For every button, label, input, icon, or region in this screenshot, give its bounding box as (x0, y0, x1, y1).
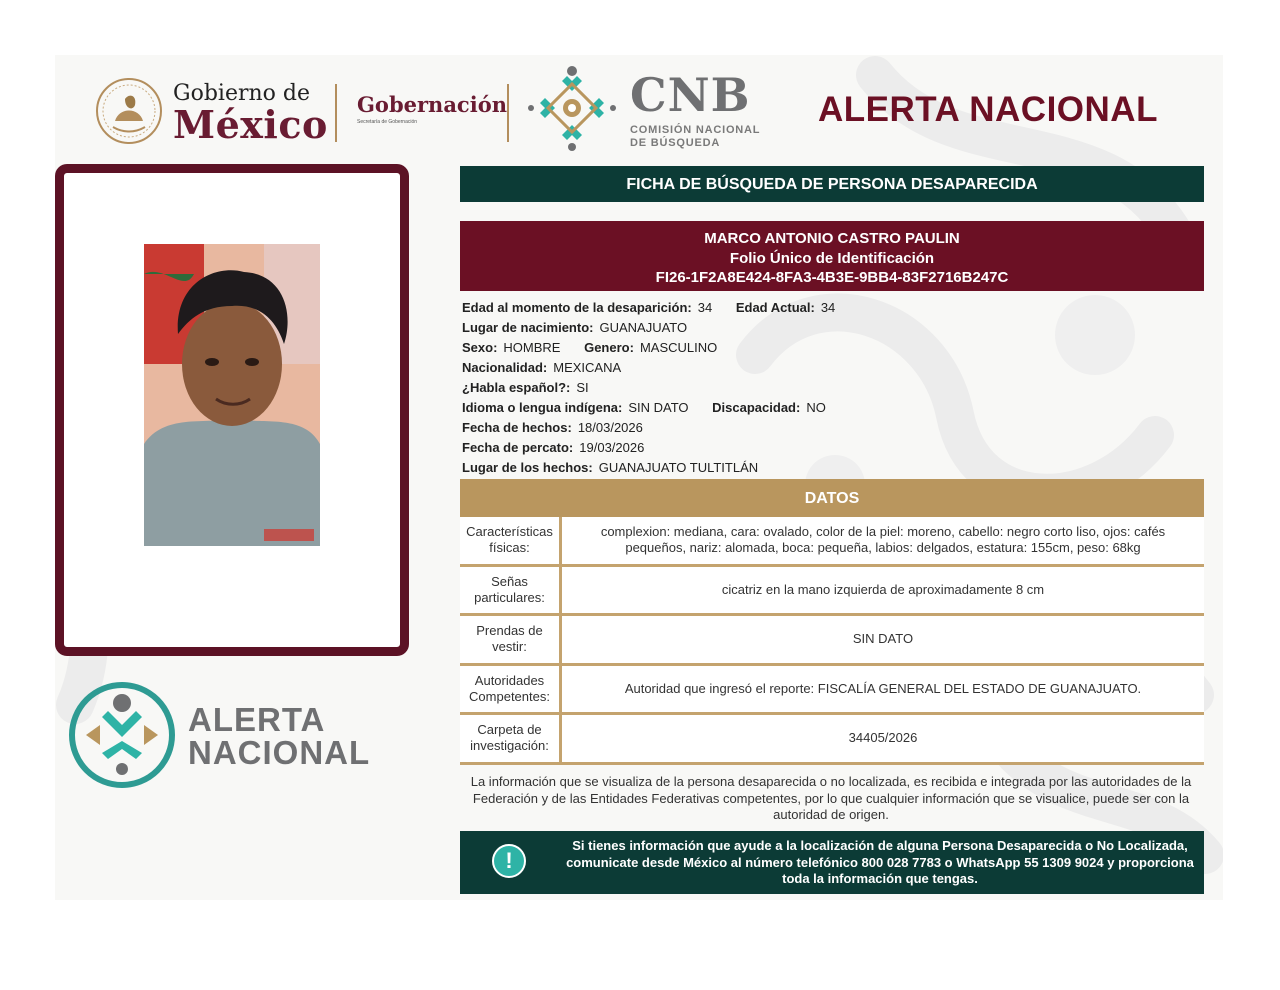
gobernacion-logo (357, 92, 507, 125)
alerta-word: ALERTA (188, 701, 326, 738)
lugar-nacimiento-value: GUANAJUATO (599, 320, 688, 335)
sexo-label: Sexo: (462, 340, 498, 355)
datos-table (460, 517, 1204, 765)
sexo-value: HOMBRE (503, 340, 561, 355)
person-info (462, 298, 835, 478)
contact-text: Si tienes información que ayude a la localización de alguna Persona Desaparecida o No Localizada, comunicate desde México al número telefónico 800 028 7783 o WhatsApp 55 1309 9024 y proporciona toda la información que tengas. (566, 838, 1194, 886)
info-row (462, 378, 835, 398)
row-value: complexion: mediana, cara: ovalado, color de la piel: moreno, cabello: negro corto liso, ojos: cafés pequeños, nariz: alomada, boca: pequeña, labios: delgados, estatura: 155cm, peso: 68kg (600, 524, 1166, 556)
info-row (462, 358, 835, 378)
fecha-percato-value: 19/03/2026 (579, 440, 645, 455)
gobierno-de-text: Gobierno de (173, 81, 310, 106)
edad-desaparicion-label: Edad al momento de la desaparición: (462, 300, 692, 315)
row-key: Características físicas: (460, 517, 562, 564)
nacional-word: NACIONAL (188, 734, 371, 771)
folio-value: FI26-1F2A8E424-8FA3-4B3E-9BB4-83F2716B247C (655, 269, 1009, 286)
discapacidad-label: Discapacidad: (712, 400, 801, 415)
person-photo (144, 244, 320, 546)
row-key: Prendas de vestir: (460, 616, 562, 663)
gobierno-mexico-logo (173, 81, 328, 147)
disclaimer-text: La información que se visualiza de la persona desaparecida o no localizada, es recibida e integrada por las autoridades de la Federación y de las Entidades Federativas competentes, por lo que cualquier información que se visualice, puede ser con la autoridad de origen. (470, 774, 1192, 822)
table-row (460, 567, 1204, 617)
table-row (460, 715, 1204, 765)
nacionalidad-label: Nacionalidad: (462, 360, 548, 375)
info-row (462, 298, 835, 318)
header-divider (507, 84, 509, 142)
person-name: MARCO ANTONIO CASTRO PAULIN (704, 230, 960, 247)
folio-label: Folio Único de Identificación (729, 249, 935, 267)
cnb-logo (630, 70, 760, 150)
fecha-percato-label: Fecha de percato: (462, 440, 574, 455)
fecha-hechos-value: 18/03/2026 (577, 420, 643, 435)
gobernacion-subtext: Secretaría de Gobernación (357, 119, 418, 125)
row-value: Autoridad que ingresó el reporte: FISCALÍA GENERAL DEL ESTADO DE GUANAJUATO. (624, 680, 1142, 696)
mexico-text: México (173, 102, 328, 147)
info-row (462, 318, 835, 338)
gobernacion-text: Gobernación (357, 92, 507, 117)
genero-label: Genero: (584, 340, 634, 355)
edad-actual-label: Edad Actual: (735, 300, 815, 315)
row-key: Señas particulares: (460, 567, 562, 614)
row-value: cicatriz en la mano izquierda de aproximadamente 8 cm (721, 581, 1045, 597)
info-row (462, 338, 835, 358)
edad-actual-value: 34 (820, 300, 836, 315)
table-row (460, 517, 1204, 567)
cnb-line2: DE BÚSQUEDA (630, 137, 721, 149)
name-box (460, 221, 1204, 291)
cnb-emblem-icon (527, 63, 617, 153)
cnb-line1: COMISIÓN NACIONAL (630, 124, 761, 136)
info-row (462, 418, 835, 438)
table-row (460, 666, 1204, 716)
idioma-value: SIN DATO (628, 400, 689, 415)
habla-espanol-label: ¿Habla español?: (462, 380, 571, 395)
row-key: Carpeta de investigación: (460, 715, 562, 762)
exclamation-icon: ! (492, 844, 526, 878)
contact-banner (460, 831, 1204, 894)
lugar-hechos-value: GUANAJUATO TULTITLÁN (598, 460, 759, 475)
alerta-nacional-logo-text (188, 703, 370, 769)
table-row (460, 616, 1204, 666)
ficha-title: FICHA DE BÚSQUEDA DE PERSONA DESAPARECIDA (460, 166, 1204, 202)
nacionalidad-value: MEXICANA (553, 360, 622, 375)
row-value: 34405/2026 (848, 730, 918, 746)
row-key: Autoridades Competentes: (460, 666, 562, 713)
edad-desaparicion-value: 34 (697, 300, 713, 315)
discapacidad-value: NO (806, 400, 826, 415)
genero-value: MASCULINO (639, 340, 718, 355)
info-row (462, 458, 835, 478)
escudo-nacional-icon (95, 77, 163, 145)
info-row (462, 438, 835, 458)
header-divider (335, 84, 337, 142)
info-row (462, 398, 835, 418)
fecha-hechos-label: Fecha de hechos: (462, 420, 572, 435)
lugar-hechos-label: Lugar de los hechos: (462, 460, 593, 475)
idioma-label: Idioma o lengua indígena: (462, 400, 623, 415)
row-value: SIN DATO (852, 631, 914, 647)
datos-header: DATOS (460, 479, 1204, 517)
alerta-nacional-title: ALERTA NACIONAL (818, 90, 1158, 129)
cnb-text: CNB (630, 68, 751, 122)
habla-espanol-value: SI (576, 380, 589, 395)
lugar-nacimiento-label: Lugar de nacimiento: (462, 320, 594, 335)
alerta-nacional-emblem-icon (68, 681, 176, 789)
